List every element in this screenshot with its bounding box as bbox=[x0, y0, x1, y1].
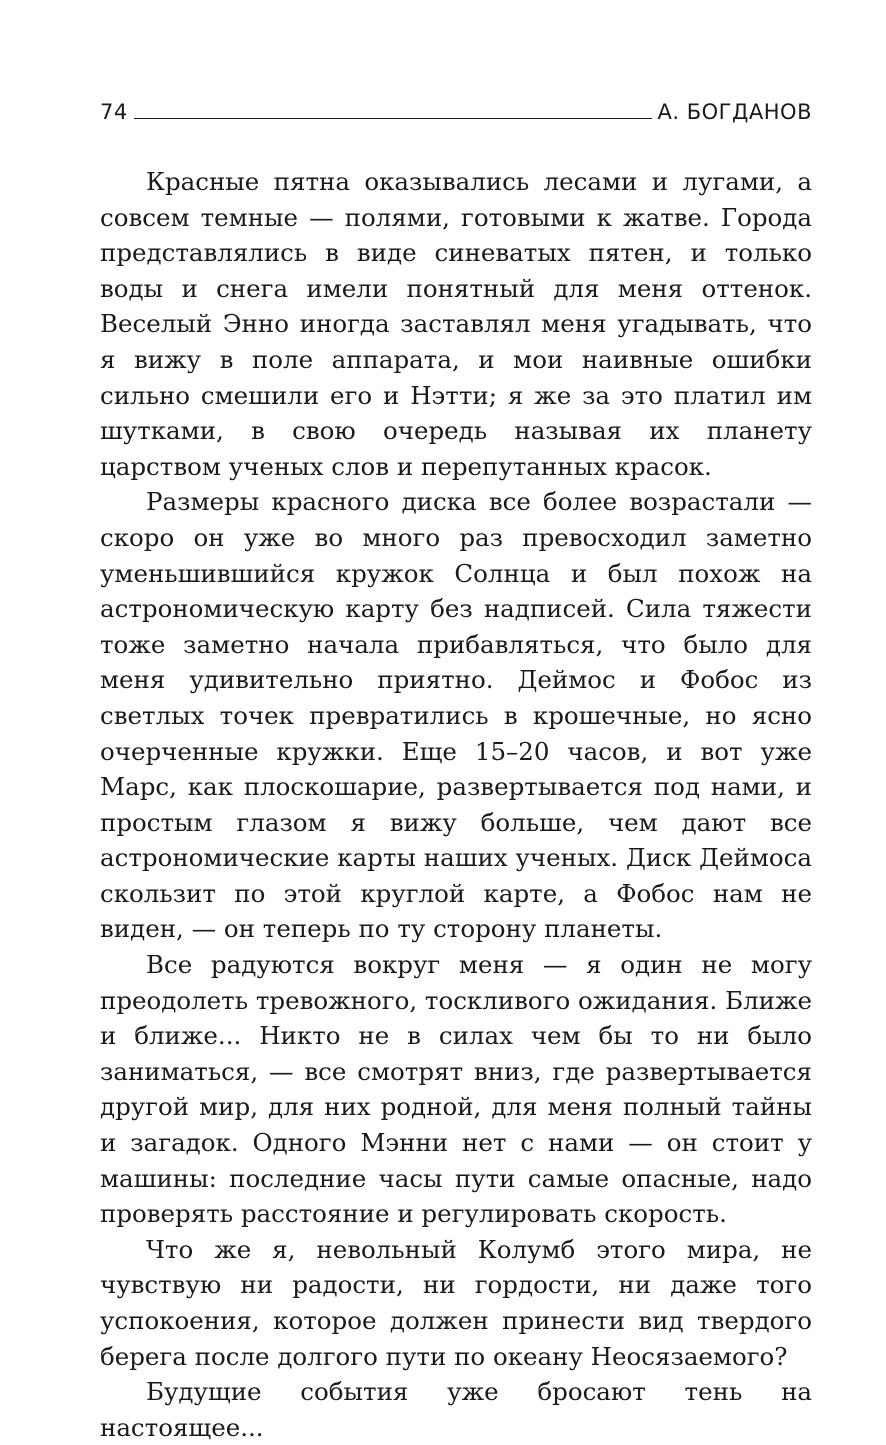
paragraph: Размеры красного диска все более возрастали — скоро он уже во много раз превосходил заметно уменьшившийся кружок Солнца и был похож на астрономическую карту без надписей. Сила тяжести тоже заметно начала прибавляться, что было для меня удивительно приятно. Деймос и Фобос из светлых точек превратились в крошечные, но ясно очерченные кружки. Еще 15–20 часов, и вот уже Марс, как плоскошарие, развертывается под нами, и простым глазом я вижу больше, чем дают все астрономические карты наших ученых. Диск Деймоса скользит по этой круглой карте, а Фобос нам не виден, — он теперь по ту сторону планеты. bbox=[100, 487, 812, 944]
paragraph: Что же я, невольный Колумб этого мира, не чувствую ни радости, ни гордости, ни даже того успокоения, которое должен принести вид твердого берега после долгого пути по океану Неосязаемого? bbox=[100, 1234, 812, 1371]
paragraph: Будущие события уже бросают тень на настоящее... bbox=[100, 1377, 812, 1442]
book-page bbox=[100, 92, 812, 1445]
paragraph: Красные пятна оказывались лесами и лугами, а совсем темные — полями, готовыми к жатве. Города представлялись в виде синеватых пятен, и только воды и снега имели понятный для меня оттенок. Веселый Энно иногда заставлял меня угадывать, что я вижу в поле аппарата, и мои наивные ошибки сильно смешили его и Нэтти; я же за это платил им шутками, в свою очередь называя их планету царством ученых слов и перепутанных красок. bbox=[100, 167, 812, 481]
running-header bbox=[100, 92, 812, 124]
header-rule bbox=[134, 118, 652, 119]
page-number: 74 bbox=[100, 100, 128, 124]
body-text bbox=[100, 164, 812, 1445]
paragraph: Все радуются вокруг меня — я один не могу преодолеть тревожного, тоскливого ожидания. Ближе и ближе... Никто не в силах чем бы то ни было заниматься, — все смотрят вниз, где развертывается другой мир, для них родной, для меня полный тайны и загадок. Одного Мэнни нет с нами — он стоит у машины: последние часы пути самые опасные, надо проверять расстояние и регулировать скорость. bbox=[100, 950, 812, 1229]
running-title: А. БОГДАНОВ bbox=[657, 100, 812, 124]
